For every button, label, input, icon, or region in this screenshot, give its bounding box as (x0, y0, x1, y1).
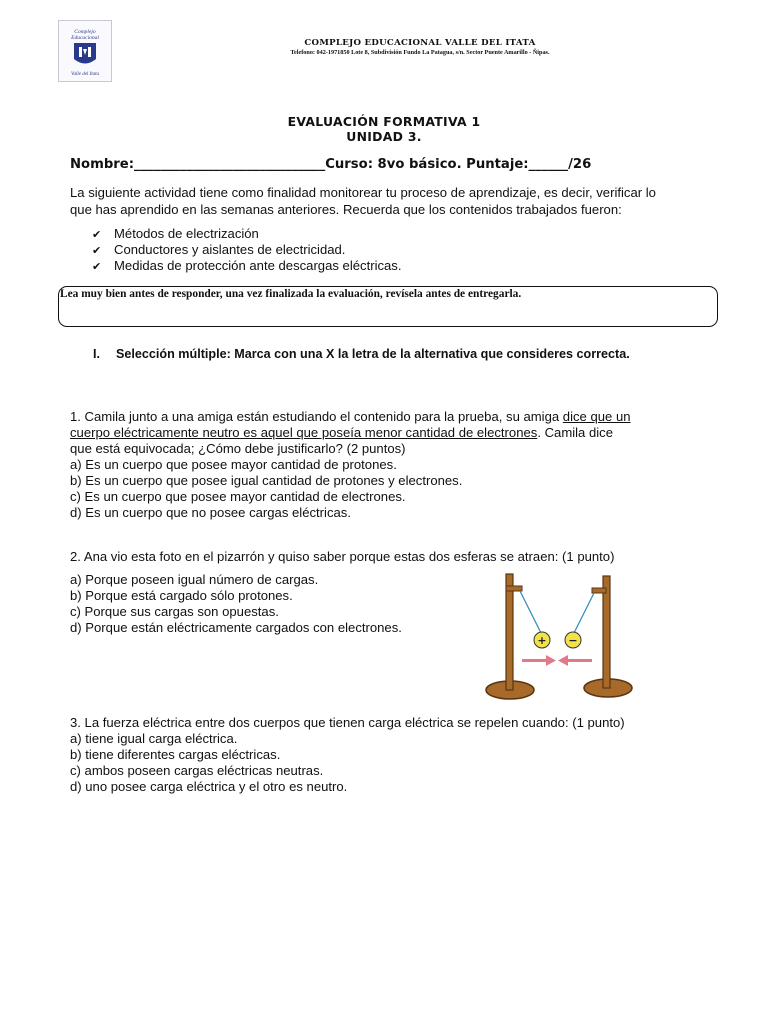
question-2-option-d[interactable]: d) Porque están eléctricamente cargados con electrones. (70, 620, 402, 635)
question-3-option-d[interactable]: d) uno posee carga eléctrica y el otro es neutro. (70, 779, 348, 794)
charged-spheres-figure (478, 568, 638, 708)
question-1-underlined: dice que un (562, 409, 631, 424)
question-1-option-b[interactable]: b) Es un cuerpo que posee igual cantidad de protones y electrones. (70, 473, 463, 488)
question-3-option-b[interactable]: b) tiene diferentes cargas eléctricas. (70, 747, 281, 762)
question-3-option-a[interactable]: a) tiene igual carga eléctrica. (70, 731, 238, 746)
content-item-label: Métodos de electrización (114, 226, 259, 241)
checkmark-icon: ✔ (92, 245, 102, 257)
evaluation-title: EVALUACIÓN FORMATIVA 1 (287, 114, 481, 129)
section-number: I. (93, 347, 100, 361)
question-2-option-b[interactable]: b) Porque está cargado sólo protones. (70, 588, 293, 603)
question-1-line-1 (70, 409, 631, 424)
question-1-line-2 (70, 425, 613, 440)
right-thread (574, 593, 594, 633)
content-item (92, 226, 259, 241)
right-stand-arm (592, 588, 606, 593)
logo-text-3: Valle del Itata (70, 72, 100, 77)
question-1-line-3: que está equivocada; ¿Cómo debe justificarlo? (2 puntos) (70, 441, 406, 456)
left-sphere-charge: + (537, 634, 547, 647)
question-3-option-c[interactable]: c) ambos poseen cargas eléctricas neutras. (70, 763, 324, 778)
content-item (92, 258, 402, 273)
left-thread (520, 591, 541, 633)
school-contact-info: Telefono: 042-1971850 Lote 8, Subdivisión Fundo La Patagua, s/n. Sector Puente Amarillo - Ñipas. (290, 49, 550, 56)
question-1-option-d[interactable]: d) Es un cuerpo que no posee cargas eléctricas. (70, 505, 351, 520)
student-info-line: Nombre:_____________________________Curso: 8vo básico. Puntaje:______/26 (70, 157, 592, 172)
unit-title: UNIDAD 3. (346, 129, 422, 144)
logo-crest-icon (59, 21, 111, 81)
intro-line-1: La siguiente actividad tiene como finalidad monitorear tu proceso de aprendizaje, es decir, verificar lo (70, 185, 656, 200)
section-instructions: Selección múltiple: Marca con una X la letra de la alternativa que consideres correcta. (116, 347, 630, 361)
question-1-underlined: cuerpo eléctricamente neutro es aquel que poseía menor cantidad de electrones (70, 425, 538, 440)
question-1-option-a[interactable]: a) Es un cuerpo que posee mayor cantidad de protones. (70, 457, 397, 472)
question-2-stem: 2. Ana vio esta foto en el pizarrón y quiso saber porque estas dos esferas se atraen: (1 punto) (70, 549, 615, 564)
question-2-option-a[interactable]: a) Porque poseen igual número de cargas. (70, 572, 319, 587)
checkmark-icon: ✔ (92, 261, 102, 273)
content-item (92, 242, 345, 257)
right-sphere-charge: − (568, 634, 578, 647)
question-3-stem: 3. La fuerza eléctrica entre dos cuerpos que tienen carga eléctrica se repelen cuando: (1 punto) (70, 715, 625, 730)
question-1-text: . Camila dice (537, 425, 613, 440)
instructions-text: Lea muy bien antes de responder, una vez finalizada la evaluación, revísela antes de entregarla. (60, 288, 522, 300)
school-logo (58, 20, 112, 82)
logo-text-2: Educacional (71, 35, 99, 41)
attraction-arrow-left (558, 655, 592, 666)
content-item-label: Conductores y aislantes de electricidad. (114, 242, 346, 257)
attraction-arrow-right (522, 655, 556, 666)
checkmark-icon: ✔ (92, 229, 102, 241)
school-name: COMPLEJO EDUCACIONAL VALLE DEL ITATA (304, 38, 536, 48)
question-1-option-c[interactable]: c) Es un cuerpo que posee mayor cantidad de electrones. (70, 489, 406, 504)
content-item-label: Medidas de protección ante descargas eléctricas. (114, 258, 402, 273)
question-1-text: 1. Camila junto a una amiga están estudiando el contenido para la prueba, su amiga (70, 409, 563, 424)
left-stand-arm (506, 586, 522, 591)
logo-text-1: Complejo (74, 29, 96, 35)
section-heading (93, 347, 630, 361)
question-2-option-c[interactable]: c) Porque sus cargas son opuestas. (70, 604, 279, 619)
intro-line-2: que has aprendido en las semanas anteriores. Recuerda que los contenidos trabajados fueron: (70, 202, 622, 217)
